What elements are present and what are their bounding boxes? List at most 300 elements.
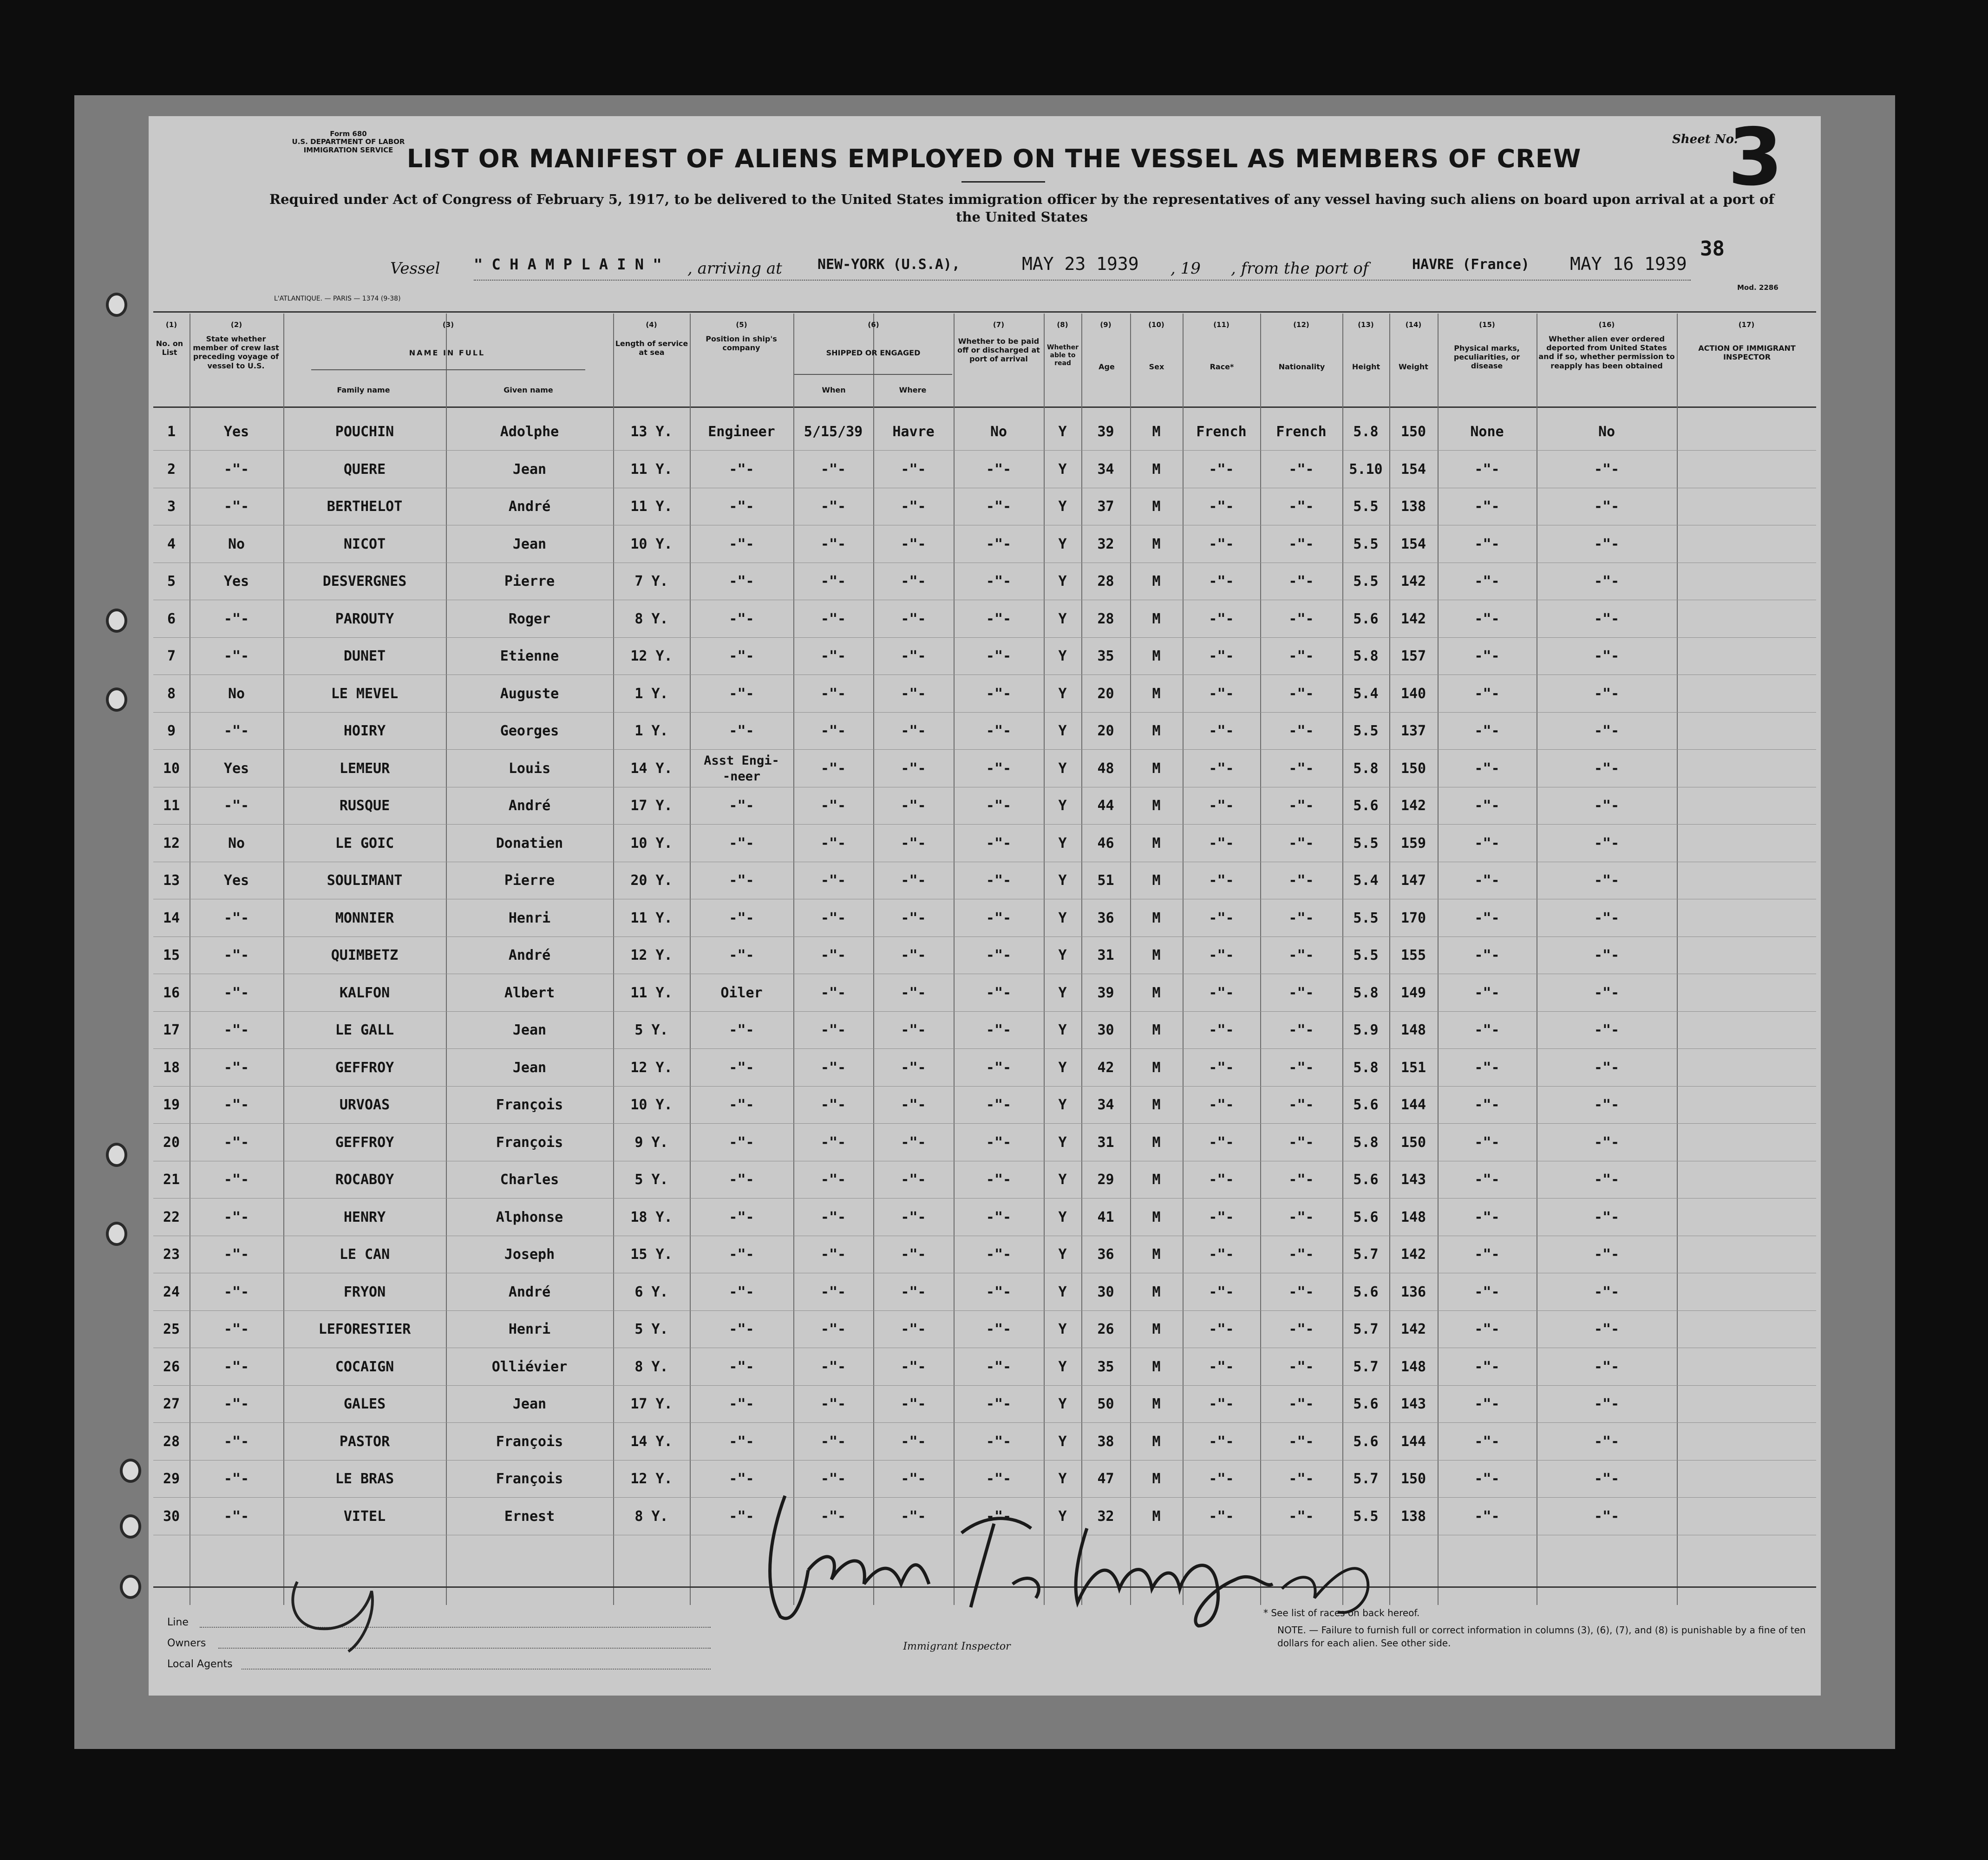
table-row xyxy=(149,1087,1821,1124)
service-length-cell: 10 Y. xyxy=(630,835,673,851)
race-cell: -"- xyxy=(1209,947,1234,963)
physical-marks-cell: -"- xyxy=(1474,1508,1500,1525)
binder-hole xyxy=(106,1143,127,1167)
margin-handwriting xyxy=(279,1572,399,1656)
service-label: IMMIGRATION SERVICE xyxy=(303,145,393,154)
arrival-date: MAY 23 1939 xyxy=(1022,254,1139,274)
given-name-cell: Pierre xyxy=(504,573,555,589)
shipped-where-cell: -"- xyxy=(901,872,926,889)
race-cell: -"- xyxy=(1209,910,1234,926)
height-cell: 5.4 xyxy=(1353,872,1379,889)
height-cell: 5.6 xyxy=(1353,1209,1379,1225)
line-label: Line xyxy=(167,1617,189,1628)
race-cell: -"- xyxy=(1209,1284,1234,1300)
table-row xyxy=(149,488,1821,525)
height-cell: 5.5 xyxy=(1353,573,1379,589)
family-name-cell: HOIRY xyxy=(343,723,386,739)
race-cell: -"- xyxy=(1209,1134,1234,1151)
table-row xyxy=(149,1199,1821,1236)
family-name-cell: ROCABOY xyxy=(335,1172,394,1188)
sex-cell: M xyxy=(1152,1321,1161,1337)
age-cell: 28 xyxy=(1097,573,1114,589)
paid-off-cell: -"- xyxy=(986,648,1012,664)
table-row xyxy=(149,1386,1821,1423)
row-number: 5 xyxy=(167,573,176,589)
line-rule xyxy=(200,1627,711,1628)
nationality-cell: -"- xyxy=(1288,1321,1314,1337)
shipped-when-cell: -"- xyxy=(820,1172,846,1188)
position-cell: -"- xyxy=(729,1508,754,1525)
row-number: 19 xyxy=(163,1097,180,1113)
given-name-cell: Alphonse xyxy=(496,1209,563,1225)
table-row xyxy=(149,1236,1821,1273)
height-cell: 5.4 xyxy=(1353,685,1379,702)
height-cell: 5.5 xyxy=(1353,536,1379,552)
header-race: Race* xyxy=(1210,362,1234,371)
able-read-cell: Y xyxy=(1058,610,1067,627)
deported-cell: -"- xyxy=(1594,498,1620,515)
given-name-cell: Jean xyxy=(512,536,547,552)
table-row xyxy=(149,1012,1821,1049)
row-number: 1 xyxy=(167,424,176,440)
nationality-cell: -"- xyxy=(1288,1246,1314,1263)
agents-rule xyxy=(242,1669,711,1670)
position-cell: -"- xyxy=(729,1097,754,1113)
position-cell: -"- xyxy=(729,1134,754,1151)
able-read-cell: Y xyxy=(1058,1358,1067,1375)
race-cell: -"- xyxy=(1209,1471,1234,1487)
family-name-cell: NICOT xyxy=(343,536,386,552)
height-cell: 5.6 xyxy=(1353,1284,1379,1300)
given-name-cell: Olliévier xyxy=(491,1358,568,1375)
table-row xyxy=(149,975,1821,1012)
position-cell: -"- xyxy=(729,610,754,627)
able-read-cell: Y xyxy=(1058,573,1067,589)
paid-off-cell: -"- xyxy=(986,1396,1012,1412)
position-cell: -"- xyxy=(729,648,754,664)
header-able-read: Whether able to read xyxy=(1047,344,1079,367)
row-number: 20 xyxy=(163,1134,180,1151)
prev-voyage-cell: -"- xyxy=(223,1471,249,1487)
weight-cell: 154 xyxy=(1400,461,1426,478)
header-position: Position in ship's company xyxy=(706,334,777,353)
nationality-cell: -"- xyxy=(1288,1433,1314,1450)
able-read-cell: Y xyxy=(1058,1134,1067,1151)
physical-marks-cell: -"- xyxy=(1474,1059,1500,1076)
table-row xyxy=(149,900,1821,937)
row-number: 10 xyxy=(163,760,180,777)
shipped-where-cell: -"- xyxy=(901,1209,926,1225)
table-row xyxy=(149,825,1821,862)
weight-cell: 136 xyxy=(1400,1284,1426,1300)
family-name-cell: GEFFROY xyxy=(335,1059,394,1076)
prev-voyage-cell: -"- xyxy=(223,610,249,627)
service-length-cell: 8 Y. xyxy=(634,610,668,627)
row-number: 22 xyxy=(163,1209,180,1225)
nationality-cell: -"- xyxy=(1288,1059,1314,1076)
prev-voyage-cell: -"- xyxy=(223,984,249,1001)
table-row xyxy=(149,526,1821,563)
table-row xyxy=(149,1124,1821,1161)
nationality-cell: -"- xyxy=(1288,1396,1314,1412)
title-rule xyxy=(961,181,1045,183)
age-cell: 48 xyxy=(1097,760,1114,777)
vessel-name: " C H A M P L A I N " xyxy=(474,255,662,273)
deported-cell: -"- xyxy=(1594,573,1620,589)
deported-cell: -"- xyxy=(1594,1471,1620,1487)
weight-cell: 137 xyxy=(1400,723,1426,739)
shipped-when-cell: -"- xyxy=(820,461,846,478)
header-where: Where xyxy=(899,386,927,394)
physical-marks-cell: -"- xyxy=(1474,947,1500,963)
physical-marks-cell: -"- xyxy=(1474,835,1500,851)
column-number: (17) xyxy=(1738,321,1755,329)
physical-marks-cell: -"- xyxy=(1474,498,1500,515)
paid-off-cell: -"- xyxy=(986,536,1012,552)
departure-port: HAVRE (France) xyxy=(1412,256,1530,273)
given-name-cell: Donatien xyxy=(496,835,563,851)
name-header-rule xyxy=(311,369,585,370)
weight-cell: 149 xyxy=(1400,984,1426,1001)
family-name-cell: KALFON xyxy=(339,984,390,1001)
height-cell: 5.8 xyxy=(1353,984,1379,1001)
able-read-cell: Y xyxy=(1058,1059,1067,1076)
shipped-where-cell: -"- xyxy=(901,685,926,702)
position-cell: -"- xyxy=(729,573,754,589)
arriving-port: NEW-YORK (U.S.A), xyxy=(817,256,961,273)
weight-cell: 144 xyxy=(1400,1097,1426,1113)
manifest-page xyxy=(149,111,1821,1696)
paid-off-cell: -"- xyxy=(986,498,1012,515)
age-cell: 36 xyxy=(1097,910,1114,926)
table-top-rule xyxy=(153,311,1816,313)
race-cell: -"- xyxy=(1209,1022,1234,1038)
service-length-cell: 18 Y. xyxy=(630,1209,673,1225)
prev-voyage-cell: -"- xyxy=(223,1433,249,1450)
paid-off-cell: -"- xyxy=(986,1059,1012,1076)
prev-voyage-cell: -"- xyxy=(223,461,249,478)
position-cell: -"- xyxy=(729,1358,754,1375)
sex-cell: M xyxy=(1152,573,1161,589)
column-number: (11) xyxy=(1213,321,1229,329)
shipped-when-cell: -"- xyxy=(820,798,846,814)
weight-cell: 147 xyxy=(1400,872,1426,889)
shipped-when-cell: -"- xyxy=(820,984,846,1001)
deported-cell: -"- xyxy=(1594,461,1620,478)
row-number: 27 xyxy=(163,1396,180,1412)
height-cell: 5.8 xyxy=(1353,424,1379,440)
sex-cell: M xyxy=(1152,760,1161,777)
shipped-when-cell: -"- xyxy=(820,1209,846,1225)
nationality-cell: -"- xyxy=(1288,1358,1314,1375)
able-read-cell: Y xyxy=(1058,1022,1067,1038)
nationality-cell: -"- xyxy=(1288,835,1314,851)
service-length-cell: 17 Y. xyxy=(630,1396,673,1412)
header-when: When xyxy=(822,386,846,394)
paid-off-cell: -"- xyxy=(986,461,1012,478)
paid-off-cell: -"- xyxy=(986,760,1012,777)
family-name-cell: VITEL xyxy=(343,1508,386,1525)
nationality-cell: -"- xyxy=(1288,685,1314,702)
weight-cell: 143 xyxy=(1400,1396,1426,1412)
deported-cell: -"- xyxy=(1594,648,1620,664)
shipped-where-cell: -"- xyxy=(901,1022,926,1038)
able-read-cell: Y xyxy=(1058,910,1067,926)
binder-hole xyxy=(106,688,127,712)
given-name-cell: Jean xyxy=(512,1022,547,1038)
paid-off-cell: -"- xyxy=(986,1471,1012,1487)
column-number: (10) xyxy=(1148,321,1164,329)
position-cell: -"- xyxy=(729,1172,754,1188)
paid-off-cell: -"- xyxy=(986,1172,1012,1188)
row-number: 3 xyxy=(167,498,176,515)
shipped-when-cell: 5/15/39 xyxy=(804,424,863,440)
prev-voyage-cell: -"- xyxy=(223,648,249,664)
family-name-cell: PAROUTY xyxy=(335,610,394,627)
shipped-when-cell: -"- xyxy=(820,1321,846,1337)
header-given-name: Given name xyxy=(504,386,553,394)
age-cell: 35 xyxy=(1097,1358,1114,1375)
service-length-cell: 14 Y. xyxy=(630,1433,673,1450)
paid-off-cell: -"- xyxy=(986,685,1012,702)
prev-voyage-cell: -"- xyxy=(223,947,249,963)
shipped-where-cell: -"- xyxy=(901,1471,926,1487)
able-read-cell: Y xyxy=(1058,1172,1067,1188)
paid-off-cell: -"- xyxy=(986,947,1012,963)
able-read-cell: Y xyxy=(1058,760,1067,777)
position-cell: -"- xyxy=(729,461,754,478)
age-cell: 34 xyxy=(1097,461,1114,478)
height-cell: 5.6 xyxy=(1353,798,1379,814)
prev-voyage-cell: -"- xyxy=(223,1358,249,1375)
able-read-cell: Y xyxy=(1058,498,1067,515)
table-row xyxy=(149,1049,1821,1087)
nationality-cell: -"- xyxy=(1288,536,1314,552)
physical-marks-cell: None xyxy=(1470,424,1504,440)
able-read-cell: Y xyxy=(1058,1321,1067,1337)
paid-off-cell: -"- xyxy=(986,835,1012,851)
service-length-cell: 5 Y. xyxy=(634,1321,668,1337)
prev-voyage-cell: Yes xyxy=(223,424,249,440)
physical-marks-cell: -"- xyxy=(1474,984,1500,1001)
given-name-cell: Etienne xyxy=(500,648,559,664)
physical-marks-cell: -"- xyxy=(1474,910,1500,926)
able-read-cell: Y xyxy=(1058,461,1067,478)
stamp-number: 38 xyxy=(1700,237,1725,261)
penalty-note: NOTE. — Failure to furnish full or correct information in columns (3), (6), (7), and (8) is punishable by a fine of ten dollars for each alien. See other side. xyxy=(1277,1624,1806,1649)
row-number: 12 xyxy=(163,835,180,851)
deported-cell: -"- xyxy=(1594,1508,1620,1525)
sex-cell: M xyxy=(1152,1209,1161,1225)
from-label: , from the port of xyxy=(1231,259,1369,278)
shipped-when-cell: -"- xyxy=(820,872,846,889)
shipped-when-cell: -"- xyxy=(820,760,846,777)
physical-marks-cell: -"- xyxy=(1474,1471,1500,1487)
family-name-cell: RUSQUE xyxy=(339,798,390,814)
given-name-cell: François xyxy=(496,1134,563,1151)
age-cell: 37 xyxy=(1097,498,1114,515)
row-number: 14 xyxy=(163,910,180,926)
given-name-cell: Albert xyxy=(504,984,555,1001)
weight-cell: 142 xyxy=(1400,1246,1426,1263)
family-name-cell: DUNET xyxy=(343,648,386,664)
row-number: 23 xyxy=(163,1246,180,1263)
paid-off-cell: -"- xyxy=(986,723,1012,739)
prev-voyage-cell: -"- xyxy=(223,1321,249,1337)
age-cell: 44 xyxy=(1097,798,1114,814)
table-row xyxy=(149,862,1821,899)
prev-voyage-cell: -"- xyxy=(223,1059,249,1076)
prev-voyage-cell: -"- xyxy=(223,798,249,814)
position-cell: -"- xyxy=(729,1471,754,1487)
paid-off-cell: -"- xyxy=(986,1209,1012,1225)
header-physical-marks: Physical marks, peculiarities, or disease xyxy=(1453,344,1520,371)
deported-cell: -"- xyxy=(1594,685,1620,702)
shipped-header-rule xyxy=(794,374,952,375)
paid-off-cell: -"- xyxy=(986,1321,1012,1337)
prev-voyage-cell: Yes xyxy=(223,872,249,889)
sex-cell: M xyxy=(1152,1022,1161,1038)
position-cell: -"- xyxy=(729,723,754,739)
shipped-when-cell: -"- xyxy=(820,685,846,702)
weight-cell: 144 xyxy=(1400,1433,1426,1450)
shipped-where-cell: -"- xyxy=(901,1059,926,1076)
position-cell: -"- xyxy=(729,498,754,515)
service-length-cell: 8 Y. xyxy=(634,1358,668,1375)
age-cell: 38 xyxy=(1097,1433,1114,1450)
physical-marks-cell: -"- xyxy=(1474,872,1500,889)
sex-cell: M xyxy=(1152,1246,1161,1263)
prev-voyage-cell: Yes xyxy=(223,573,249,589)
paid-off-cell: No xyxy=(990,424,1007,440)
column-number: (16) xyxy=(1598,321,1615,329)
mod-number: Mod. 2286 xyxy=(1737,283,1779,292)
deported-cell: -"- xyxy=(1594,723,1620,739)
family-name-cell: GALES xyxy=(343,1396,386,1412)
table-row xyxy=(149,713,1821,750)
family-name-cell: URVOAS xyxy=(339,1097,390,1113)
header-action-inspector: ACTION OF IMMIGRANT INSPECTOR xyxy=(1698,344,1796,362)
weight-cell: 148 xyxy=(1400,1358,1426,1375)
weight-cell: 170 xyxy=(1400,910,1426,926)
family-name-cell: LEFORESTIER xyxy=(318,1321,411,1337)
height-cell: 5.6 xyxy=(1353,1433,1379,1450)
sex-cell: M xyxy=(1152,723,1161,739)
shipped-when-cell: -"- xyxy=(820,1471,846,1487)
column-number: (2) xyxy=(230,321,242,329)
row-number: 9 xyxy=(167,723,176,739)
race-cell: -"- xyxy=(1209,1172,1234,1188)
given-name-cell: Georges xyxy=(500,723,559,739)
row-number: 13 xyxy=(163,872,180,889)
position-cell: -"- xyxy=(729,798,754,814)
header-height: Height xyxy=(1352,362,1380,371)
position-cell: -"- xyxy=(729,910,754,926)
shipped-where-cell: -"- xyxy=(901,1396,926,1412)
table-row xyxy=(149,750,1821,787)
age-cell: 42 xyxy=(1097,1059,1114,1076)
age-cell: 30 xyxy=(1097,1022,1114,1038)
header-weight: Weight xyxy=(1399,362,1428,371)
service-length-cell: 6 Y. xyxy=(634,1284,668,1300)
family-name-cell: LE GALL xyxy=(335,1022,394,1038)
physical-marks-cell: -"- xyxy=(1474,610,1500,627)
row-number: 11 xyxy=(163,798,180,814)
age-cell: 30 xyxy=(1097,1284,1114,1300)
sex-cell: M xyxy=(1152,648,1161,664)
physical-marks-cell: -"- xyxy=(1474,1022,1500,1038)
race-cell: -"- xyxy=(1209,648,1234,664)
given-name-cell: Henri xyxy=(508,1321,551,1337)
prev-voyage-cell: No xyxy=(228,835,245,851)
service-length-cell: 10 Y. xyxy=(630,536,673,552)
given-name-cell: Jean xyxy=(512,461,547,478)
prev-voyage-cell: -"- xyxy=(223,1172,249,1188)
given-name-cell: François xyxy=(496,1471,563,1487)
prev-voyage-cell: No xyxy=(228,536,245,552)
nationality-cell: French xyxy=(1276,424,1327,440)
deported-cell: -"- xyxy=(1594,1396,1620,1412)
table-row xyxy=(149,413,1821,451)
binder-hole xyxy=(106,293,127,317)
shipped-when-cell: -"- xyxy=(820,1134,846,1151)
sex-cell: M xyxy=(1152,1097,1161,1113)
service-length-cell: 15 Y. xyxy=(630,1246,673,1263)
table-row xyxy=(149,638,1821,675)
family-name-cell: LE BRAS xyxy=(335,1471,394,1487)
nationality-cell: -"- xyxy=(1288,910,1314,926)
shipped-where-cell: -"- xyxy=(901,1433,926,1450)
paid-off-cell: -"- xyxy=(986,610,1012,627)
page-title: LIST OR MANIFEST OF ALIENS EMPLOYED ON THE VESSEL AS MEMBERS OF CREW xyxy=(406,144,1582,173)
sex-cell: M xyxy=(1152,1284,1161,1300)
race-cell: -"- xyxy=(1209,1209,1234,1225)
prev-voyage-cell: -"- xyxy=(223,1508,249,1525)
weight-cell: 142 xyxy=(1400,610,1426,627)
shipped-where-cell: -"- xyxy=(901,536,926,552)
age-cell: 32 xyxy=(1097,536,1114,552)
deported-cell: No xyxy=(1598,424,1615,440)
service-length-cell: 11 Y. xyxy=(630,984,673,1001)
height-cell: 5.7 xyxy=(1353,1321,1379,1337)
physical-marks-cell: -"- xyxy=(1474,1396,1500,1412)
given-name-cell: Charles xyxy=(500,1172,559,1188)
given-name-cell: Pierre xyxy=(504,872,555,889)
shipped-where-cell: -"- xyxy=(901,1358,926,1375)
deported-cell: -"- xyxy=(1594,872,1620,889)
table-row xyxy=(149,1311,1821,1348)
sex-cell: M xyxy=(1152,1059,1161,1076)
race-cell: -"- xyxy=(1209,685,1234,702)
able-read-cell: Y xyxy=(1058,798,1067,814)
sex-cell: M xyxy=(1152,1172,1161,1188)
shipped-where-cell: -"- xyxy=(901,498,926,515)
age-cell: 39 xyxy=(1097,424,1114,440)
age-cell: 31 xyxy=(1097,1134,1114,1151)
table-row xyxy=(149,451,1821,488)
given-name-cell: Auguste xyxy=(500,685,559,702)
prev-voyage-cell: -"- xyxy=(223,723,249,739)
position-cell: -"- xyxy=(729,685,754,702)
column-number: (5) xyxy=(736,321,747,329)
arriving-label: , arriving at xyxy=(687,259,782,278)
prev-voyage-cell: -"- xyxy=(223,1284,249,1300)
given-name-cell: André xyxy=(508,947,551,963)
shipped-when-cell: -"- xyxy=(820,573,846,589)
shipped-when-cell: -"- xyxy=(820,1508,846,1525)
position-cell: -"- xyxy=(729,1209,754,1225)
able-read-cell: Y xyxy=(1058,872,1067,889)
